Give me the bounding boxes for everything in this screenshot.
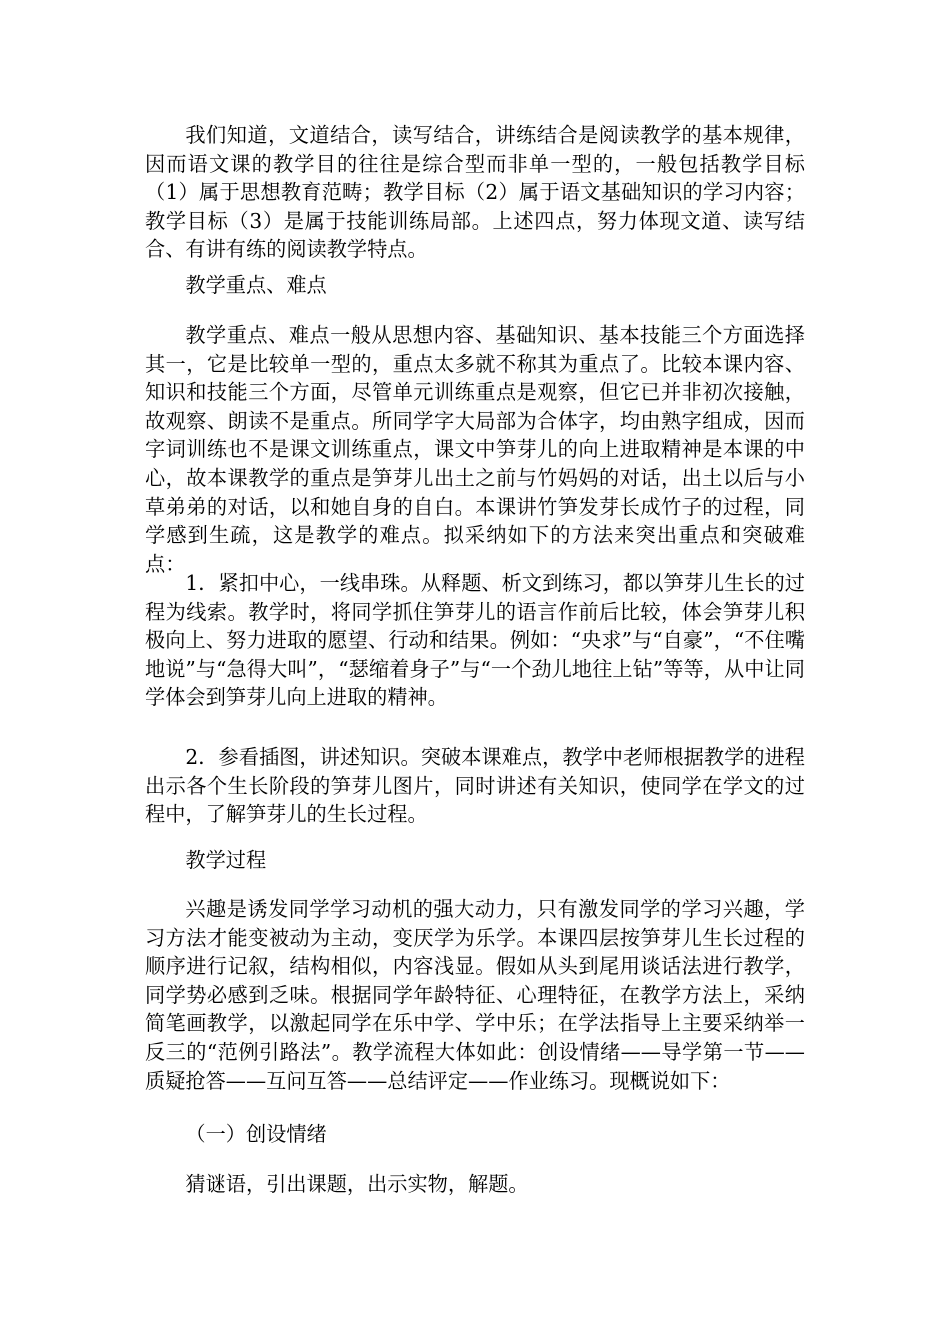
heading-key-points: 教学重点、难点 [185,273,327,297]
heading-section-1: （一）创设情绪 [185,1122,327,1146]
paragraph-key-points: 教学重点、难点一般从思想内容、基础知识、基本技能三个方面选择其一，它是比较单一型的，重点太多就不称其为重点了。比较本课内容、知识和技能三个方面，尽管单元训练重点是观察，但它已并非初次接触，故观察、朗读不是重点。所同学字大局部为合体字，均由熟字组成，因而字词训练也不是课文训练重点，课文中笋芽儿的向上进取精神是本课的中心，故本课教学的重点是笋芽儿出土之前与竹妈妈的对话，出土以后与小草弟弟的对话，以和她自身的自白。本课讲竹笋发芽长成竹子的过程，同学感到生疏，这是教学的难点。拟采纳如下的方法来突出重点和突破难点： [145,323,805,576]
paragraph-teaching-process: 兴趣是诱发同学学习动机的强大动力，只有激发同学的学习兴趣，学习方法才能变被动为主动，变厌学为乐学。本课四层按笋芽儿生长过程的顺序进行记叙，结构相似，内容浅显。假如从头到尾用谈话法进行教学，同学势必感到乏味。根据同学年龄特征、心理特征，在教学方法上，采纳简笔画教学，以激起同学在乐中学、学中乐；在学法指导上主要采纳举一反三的“范例引路法”。教学流程大体如此：创设情绪——导学第一节——质疑抢答——互问互答——总结评定——作业练习。现概说如下： [145,897,805,1093]
heading-teaching-process: 教学过程 [185,848,267,872]
paragraph-intro: 我们知道，文道结合，读写结合，讲练结合是阅读教学的基本规律，因而语文课的教学目的往往是综合型而非单一型的，一般包括教学目标（1）属于思想教育范畴；教学目标（2）属于语文基础知识的学习内容；教学目标（3）是属于技能训练局部。上述四点，努力体现文道、读写结合、有讲有练的阅读教学特点。 [145,123,805,262]
paragraph-section-1: 猜谜语，引出课题，出示实物，解题。 [185,1172,529,1196]
paragraph-method-1: 1．紧扣中心，一线串珠。从释题、析文到练习，都以笋芽儿生长的过程为线索。教学时，将同学抓住笋芽儿的语言作前后比较，体会笋芽儿积极向上、努力进取的愿望、行动和结果。例如：“央求”与“自豪”，“不住嘴地说”与“急得大叫”，“瑟缩着身子”与“一个劲儿地往上钻”等等，从中让同学体会到笋芽儿向上进取的精神。 [145,571,805,710]
paragraph-method-2: 2．参看插图，讲述知识。突破本课难点，教学中老师根据教学的进程出示各个生长阶段的笋芽儿图片，同时讲述有关知识，使同学在学文的过程中，了解笋芽儿的生长过程。 [145,745,805,827]
